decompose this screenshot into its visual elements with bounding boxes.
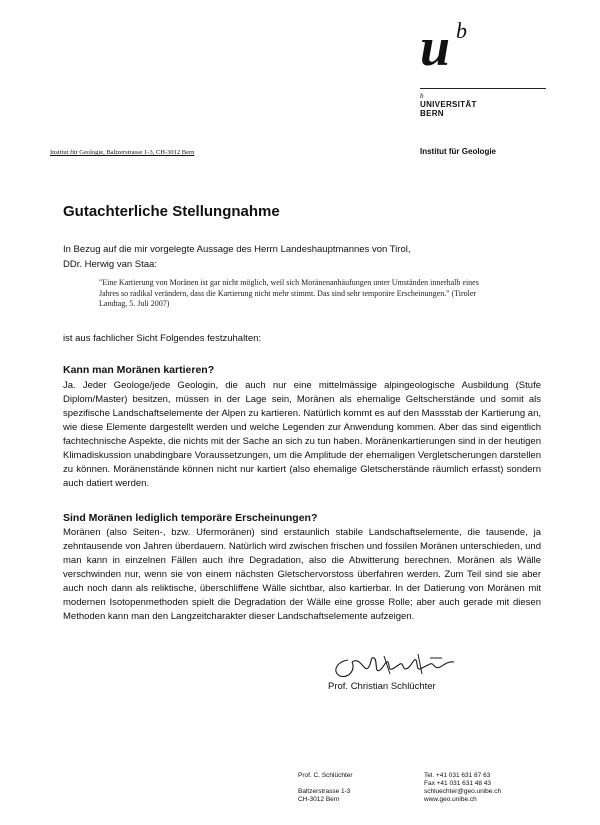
footer-city: CH-3012 Bern	[298, 796, 340, 803]
footer-fax: Fax +41 031 631 48 43	[424, 780, 492, 787]
university-logo-letter: u	[420, 17, 451, 77]
section1-body: Ja. Jeder Geologe/jede Geologin, die auch nur eine mittelmässige alpingeologische Ausbildung (Stufe Diplom/Master) besitzen, müssen in der Lage sein, Moränen als ehemalige Geltscherstände und somit als spezifische Landschaftselemente der Alpen zu kartieren. Natürlich kommt es auf den Massstab der Kartierung an, wie diese Elemente dargestellt werden und welche Legenden zur Anwendung kommen. Aber das sind eigentlich fachtechnische Aspekte, die nichts mit der Sache an sich zu tun haben. Moränenkartierungen sind in der heutigen Klimadiskussion unabdingbare Voraussetzungen, um die Amplitude der ehemaligen Vergletscherungen darstellen zu können. Moränenstände können nicht nur kartiert (also ehemalige Gletscherstände räumlich erfasst) sondern auch datiert werden.	[63, 380, 541, 489]
handwritten-signature	[330, 652, 470, 682]
university-name-line2: BERN	[420, 109, 444, 118]
university-logo-superscript: b	[456, 18, 467, 43]
section2-body: Moränen (also Seiten-, bzw. Ufermoränen) sind erstaunlich stabile Landschaftselemente, die tausende, ja zehntausende von Jahren überdauern. Natürlich wird zwischen frischen und fossilen Moränen unterschieden, und man kann in einzelnen Fällen auch ihre Degradation, also die Abwitterung berechnen. Moränen als Wälle verschwinden nur, wenn sie von einem nächsten Gletschervorstoss überfahren werden. Zum Teil sind sie aber auch noch dann als reliktische, überschliffene Wälle sichtbar, also kartierbar. In der Datierung von Moränen mit modernen Isotopenmethoden spielt die Degradation der Wälle eine grosse Rolle; aber auch gerade mit diesen Methoden kann man den Langzeitcharakter dieser Landschaftselemente aufzeigen.	[63, 527, 541, 622]
signer-name: Prof. Christian Schlüchter	[328, 681, 436, 692]
footer-email[interactable]: schluechter@geo.unibe.ch	[424, 788, 502, 795]
section1-heading: Kann man Moränen kartieren?	[63, 364, 215, 376]
intro-line-2: DDr. Herwig van Staa:	[63, 259, 157, 270]
after-quote-text: ist aus fachlicher Sicht Folgendes festzuhalten:	[63, 333, 262, 344]
institute-name: Institut für Geologie	[420, 147, 496, 156]
logo-divider	[420, 88, 546, 89]
logo-small-letter: b	[420, 92, 424, 100]
intro-line-1: In Bezug auf die mir vorgelegte Aussage des Herrn Landeshauptmannes von Tirol,	[63, 244, 411, 255]
document-title: Gutachterliche Stellungnahme	[63, 203, 280, 220]
footer-street: Baltzerstrasse 1-3	[298, 788, 351, 795]
quoted-statement: "Eine Kartierung von Moränen ist gar nicht möglich, weil sich Moränenanhäufungen unter Umständen innerhalb eines Jahres so radikal verändern, dass die Kartierung nicht mehr stimmt. Das sind sehr temporäre Erscheinungen." (Tiroler Landtag, 5. Juli 2007)	[99, 278, 479, 308]
section2-heading: Sind Moränen lediglich temporäre Erscheinungen?	[63, 512, 318, 524]
sender-address: Institut für Geologie, Baltzerstrasse 1-3, CH-3012 Bern	[50, 149, 195, 156]
intro-text	[63, 242, 411, 272]
university-name	[420, 100, 477, 118]
footer-name: Prof. C. Schlüchter	[298, 772, 353, 779]
footer-tel: Tel. +41 031 631 87 63	[424, 772, 491, 779]
footer-website[interactable]: www.geo.unibe.ch	[424, 796, 477, 803]
university-name-line1: UNIVERSITÄT	[420, 100, 477, 109]
